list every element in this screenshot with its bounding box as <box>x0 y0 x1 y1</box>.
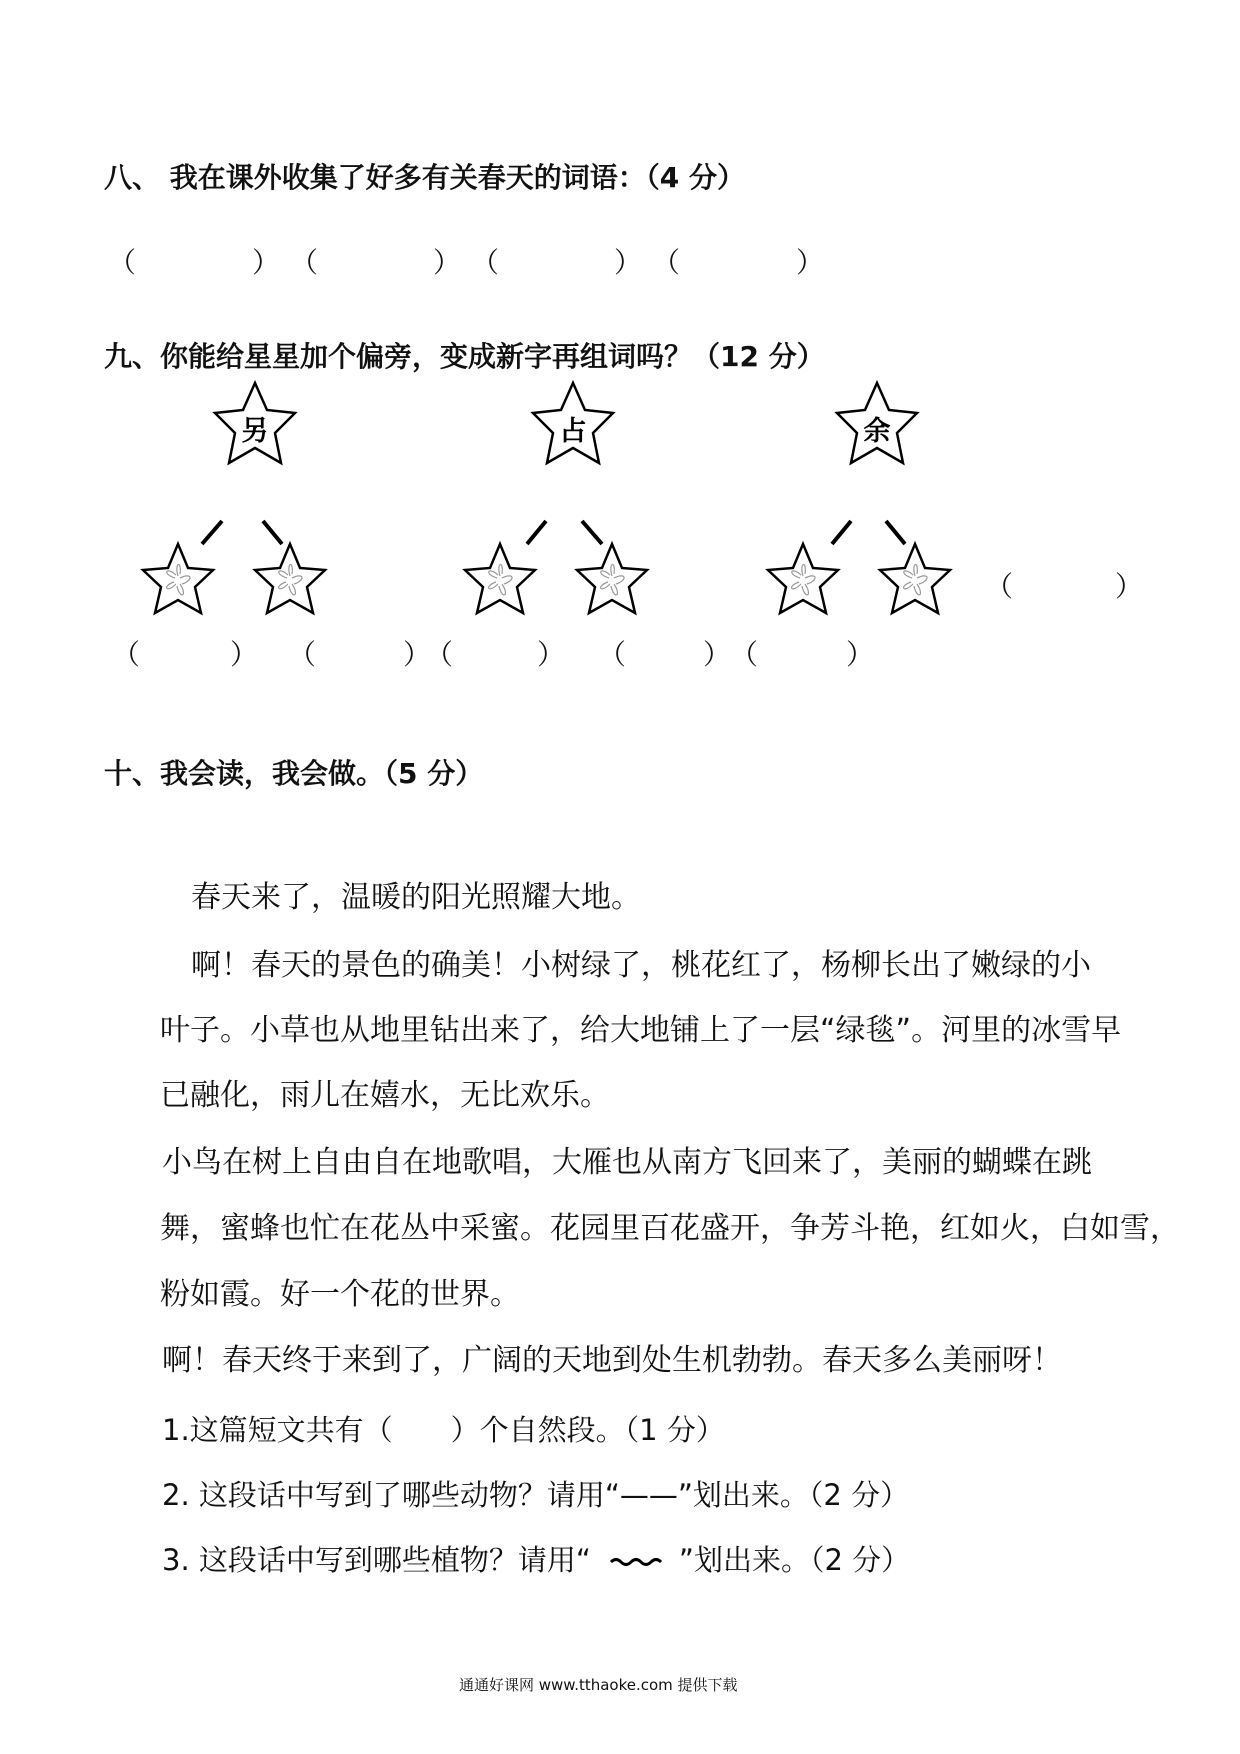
question-3-prefix: 3. 这段话中写到哪些植物？请用“ <box>162 1543 591 1577</box>
star-diagram <box>0 0 1240 640</box>
question-3-suffix: ”划出来。（2 分） <box>678 1543 911 1577</box>
passage-line: 叶子。小草也从地里钻出来了，给大地铺上了一层“绿毯”。河里的冰雪早 <box>160 1013 1122 1048</box>
small-star-3a <box>768 544 838 613</box>
small-star-2b <box>577 544 647 613</box>
passage-line: 啊！春天的景色的确美！小树绿了，桃花红了，杨柳长出了嫩绿的小 <box>191 948 1091 983</box>
blank-open: （ <box>290 246 319 279</box>
blank-open: （ <box>288 638 317 671</box>
blank-close: ） <box>537 638 566 671</box>
small-star-2a <box>465 544 535 613</box>
small-star-1b <box>255 544 325 613</box>
connector-left-1 <box>202 521 222 544</box>
question-1: 1.这篇短文共有（ ）个自然段。（1 分） <box>162 1413 725 1447</box>
blank-open: （ <box>471 246 500 279</box>
star-char-3: 余 <box>863 416 891 447</box>
blank-close: ） <box>1115 570 1144 603</box>
blank-close: ） <box>403 638 432 671</box>
connector-right-2 <box>582 521 602 544</box>
blank-close: ） <box>252 246 281 279</box>
connector-right-3 <box>886 521 905 544</box>
question-2: 2. 这段话中写到了哪些动物？请用“——”划出来。（2 分） <box>162 1478 910 1512</box>
section-8-heading: 八、 我在课外收集了好多有关春天的词语：（4 分） <box>104 161 745 194</box>
blank-open: （ <box>652 246 681 279</box>
connector-left-2 <box>527 521 546 544</box>
footer-credit: 通通好课网 www.tthaoke.com 提供下载 <box>459 1676 738 1694</box>
section-9-heading: 九、你能给星星加个偏旁，变成新字再组词吗？（12 分） <box>104 340 825 373</box>
question-3 <box>162 1538 910 1579</box>
passage-line: 已融化，雨儿在嬉水，无比欢乐。 <box>160 1078 610 1113</box>
passage-line: 粉如霞。好一个花的世界。 <box>160 1277 520 1312</box>
star-group-3 <box>768 383 950 613</box>
blank-open: （ <box>425 638 454 671</box>
blank-open: （ <box>598 638 627 671</box>
star-group-1 <box>143 383 325 613</box>
blank-open: （ <box>985 570 1014 603</box>
blank-close: ） <box>846 638 875 671</box>
blank-close: ） <box>230 638 259 671</box>
passage-line: 舞，蜜蜂也忙在花丛中采蜜。花园里百花盛开，争芳斗艳，红如火，白如雪， <box>160 1211 1180 1246</box>
blank-close: ） <box>614 246 643 279</box>
small-star-3b <box>880 544 950 613</box>
connector-right-1 <box>263 521 282 544</box>
star-group-2 <box>465 383 647 613</box>
star-char-2: 占 <box>559 416 587 447</box>
blank-open: （ <box>112 638 141 671</box>
passage-line: 啊！春天终于来到了，广阔的天地到处生机勃勃。春天多么美丽呀！ <box>162 1343 1062 1378</box>
blank-open: （ <box>730 638 759 671</box>
blank-close: ） <box>796 246 825 279</box>
section-10-heading: 十、我会读，我会做。（5 分） <box>104 757 484 790</box>
wavy-line-icon <box>591 1545 679 1579</box>
passage-line: 小鸟在树上自由自在地歌唱，大雁也从南方飞回来了，美丽的蝴蝶在跳 <box>162 1145 1092 1180</box>
blank-close: ） <box>703 638 732 671</box>
passage-line: 春天来了，温暖的阳光照耀大地。 <box>191 880 641 915</box>
blank-close: ） <box>433 246 462 279</box>
star-char-1: 另 <box>241 416 269 447</box>
blank-open: （ <box>108 246 137 279</box>
small-star-1a <box>143 544 213 613</box>
connector-left-3 <box>832 521 851 544</box>
